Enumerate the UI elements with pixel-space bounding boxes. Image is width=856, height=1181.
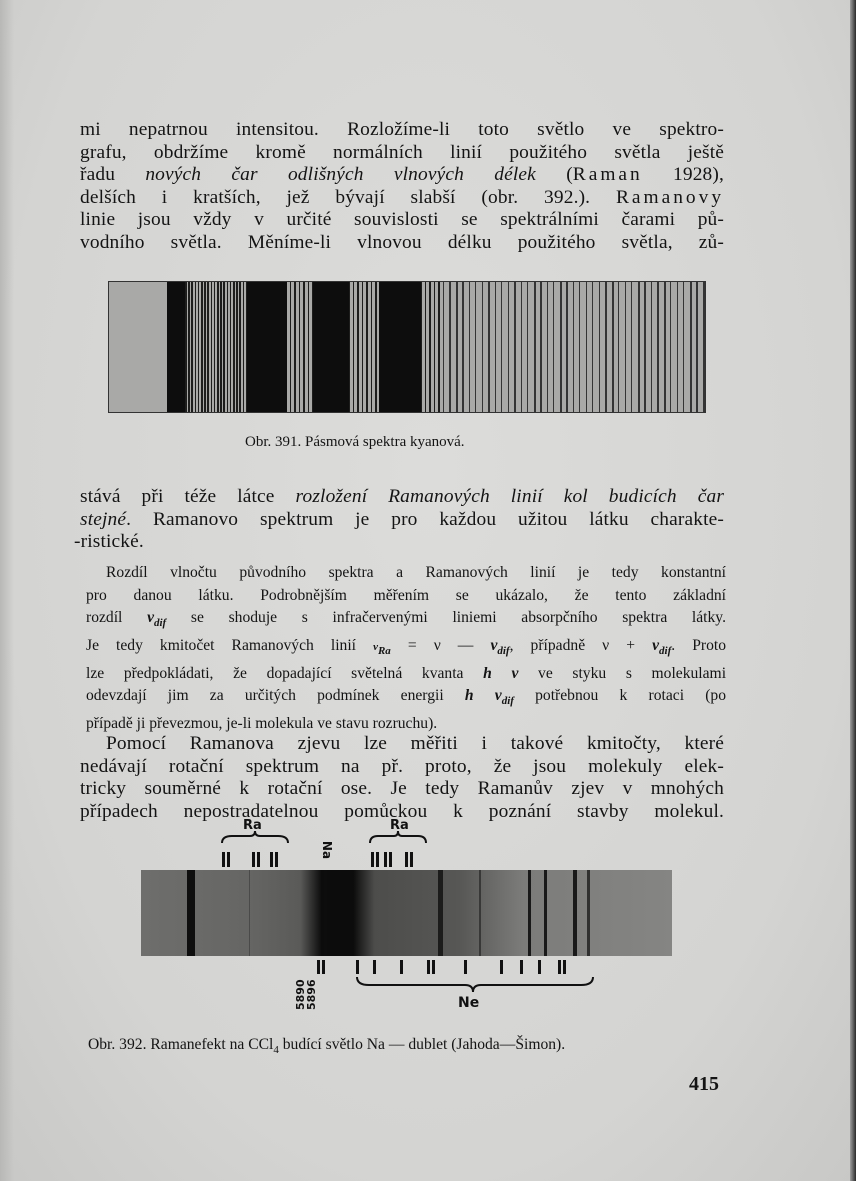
- spectral-line: [469, 282, 470, 412]
- spectral-line: [188, 282, 190, 412]
- spectral-line: [449, 282, 451, 412]
- spectral-line: [521, 282, 522, 412]
- spectral-line: [380, 282, 382, 412]
- annotation-ne: Ne: [458, 995, 480, 1011]
- spectral-line: [272, 282, 274, 412]
- figure-391-band-spectrum: [108, 281, 706, 413]
- spectral-line: [393, 282, 395, 412]
- spectral-line: [317, 282, 319, 412]
- spectral-line: [501, 282, 502, 412]
- spectral-line: [324, 870, 327, 956]
- spectral-line: [670, 282, 671, 412]
- spectral-line: [321, 282, 323, 412]
- spectral-line: [495, 282, 496, 412]
- spectral-line: [644, 282, 646, 412]
- text-line: Rozdíl vlnočtu původního spektra a Ramanových linií je tedy konstantní: [106, 564, 726, 581]
- spectral-line: [187, 870, 195, 956]
- formula-h-nu: h ν: [483, 664, 519, 682]
- spectral-line: [246, 282, 248, 412]
- spectral-line: [625, 282, 626, 412]
- spectral-line: [217, 282, 219, 412]
- annotation-ra-left: Ra: [243, 818, 262, 833]
- spectral-line: [330, 282, 332, 412]
- text-line: pro danou látku. Podrobnějším měřením se ukázalo, že tento základní: [86, 586, 726, 604]
- spectral-line: [249, 282, 251, 412]
- spectral-line: [312, 282, 314, 412]
- page-number: 415: [689, 1073, 719, 1095]
- spectral-line: [560, 282, 562, 412]
- spectral-line: [696, 282, 698, 412]
- spectral-line: [185, 282, 187, 412]
- spectral-line: [651, 282, 652, 412]
- emphasis-text: nových čar odlišných vlnových délek: [145, 164, 536, 186]
- spectral-line: [353, 282, 355, 412]
- spectral-line: [540, 282, 542, 412]
- paragraph-raman-intro: [80, 119, 724, 255]
- spectral-line: [227, 282, 229, 412]
- spectral-band: [167, 282, 185, 412]
- spectral-line: [586, 282, 587, 412]
- spectral-line: [703, 282, 705, 412]
- spectral-line: [230, 282, 232, 412]
- spectral-line: [479, 870, 481, 956]
- spectral-line: [204, 282, 206, 412]
- spectral-line: [443, 282, 444, 412]
- paragraph-frequency-difference: [86, 562, 726, 735]
- spectral-line: [638, 282, 640, 412]
- spectral-line: [243, 282, 245, 412]
- spectral-line: [618, 282, 619, 412]
- spectral-line: [438, 870, 443, 956]
- paragraph-raman-lines: [74, 486, 725, 554]
- emphasis-text: stejné: [80, 508, 127, 530]
- spectral-line: [249, 870, 250, 956]
- spectral-line: [599, 282, 600, 412]
- spectral-line: [233, 282, 235, 412]
- figure-392-raman-spectrum: [141, 870, 672, 956]
- spectral-line: [508, 282, 509, 412]
- spectral-line: [371, 282, 373, 412]
- spectral-line: [566, 282, 568, 412]
- spectral-line: [299, 282, 301, 412]
- spectral-line: [475, 282, 476, 412]
- spectral-line: [384, 282, 386, 412]
- spectral-line: [592, 282, 593, 412]
- spectral-line: [690, 282, 692, 412]
- spectral-line: [195, 282, 197, 412]
- spectral-line: [239, 282, 241, 412]
- spectral-line: [657, 282, 659, 412]
- paragraph-raman-applications: [80, 733, 724, 823]
- brace-ra-left: [220, 830, 290, 844]
- spectral-line: [553, 282, 554, 412]
- text-line: nedávají rotační spektrum na př. proto, že jsou molekuly elek-: [80, 755, 724, 777]
- spectral-line: [263, 282, 265, 412]
- emphasis-text: rozložení Ramanových linií kol budicích: [295, 486, 677, 507]
- spectral-line: [527, 282, 528, 412]
- figure-391-caption: Obr. 391. Pásmová spektra kyanová.: [245, 434, 465, 450]
- spectral-line: [303, 282, 305, 412]
- spectral-line: [482, 282, 483, 412]
- spectral-line: [407, 282, 409, 412]
- text-line: stává při téže látce rozložení Ramanových linií kol budicích čar: [80, 486, 725, 507]
- spectral-line: [214, 282, 216, 412]
- spectral-line: [211, 282, 213, 412]
- spectral-line: [201, 282, 203, 412]
- text-line: tricky souměrné k rotační ose. Je tedy Ramanův zjev v mnohých: [80, 778, 724, 800]
- spectral-line: [420, 282, 422, 412]
- spectral-line: [285, 282, 287, 412]
- spectral-line: [254, 282, 256, 412]
- annotation-na: Na: [320, 840, 335, 860]
- spectral-line: [664, 282, 666, 412]
- spectral-line: [605, 282, 607, 412]
- spectral-line: [683, 282, 684, 412]
- page-edge: [850, 0, 856, 1181]
- spectral-line: [544, 870, 547, 956]
- spectral-line: [573, 870, 577, 956]
- spectral-line: [434, 282, 436, 412]
- text-line: grafu, obdržíme kromě normálních linií použitého světla ještě: [80, 141, 724, 163]
- spectral-line: [191, 282, 193, 412]
- text-line: lze předpokládati, že dopadající světelná kvanta h ν ve styku s molekulami: [86, 664, 727, 682]
- text-line: Pomocí Ramanova zjevu lze měřiti i takové kmitočty, které: [106, 733, 724, 754]
- binding-shadow: [0, 0, 14, 1181]
- spectral-line: [579, 282, 580, 412]
- spectral-line: [547, 282, 548, 412]
- spectral-line: [462, 282, 464, 412]
- text-line: řadu nových čar odlišných vlnových délek (Raman 1928),: [80, 164, 724, 186]
- spectral-line: [456, 282, 458, 412]
- spectral-line: [375, 282, 377, 412]
- text-line: Je tedy kmitočet Ramanových linií $\nu_{Ra} = \nu$ — $\nu_{dif}$, případně $\nu + \nu_{dif}$. Proto: [86, 636, 727, 657]
- annotation-ra-right: Ra: [390, 818, 409, 833]
- text-line: -ristické.: [74, 531, 144, 553]
- spectral-line: [514, 282, 516, 412]
- spectral-line: [344, 282, 346, 412]
- text-line: stejné. Ramanovo spektrum je pro každou užitou látku charakte-: [80, 508, 724, 530]
- spectral-line: [348, 282, 350, 412]
- text-line: případech nepostradatelnou pomůckou k poznání stavby molekul.: [80, 800, 724, 822]
- spectral-line: [425, 282, 427, 412]
- spectral-line: [402, 282, 404, 412]
- spectral-line: [677, 282, 678, 412]
- spectral-line: [357, 282, 359, 412]
- spectral-line: [223, 282, 225, 412]
- spectral-line: [631, 282, 632, 412]
- spectral-line: [339, 282, 341, 412]
- spectral-line: [326, 282, 328, 412]
- spectral-line: [534, 282, 536, 412]
- text-line: mi nepatrnou intensitou. Rozložíme-li toto světlo ve spektro-: [80, 119, 724, 140]
- formula-raman-frequency: $\nu_{Ra} = \nu$ — $\nu_{dif}$, případně $\nu + \nu_{dif}$: [373, 636, 672, 657]
- brace-ne: [355, 975, 595, 993]
- spectral-line: [335, 282, 337, 412]
- formula-h-nu-dif: h $\nu_{dif}$: [464, 687, 514, 708]
- text-line: případě ji převezmou, je-li molekula ve stavu rozruchu).: [86, 714, 438, 732]
- spectral-line: [366, 282, 368, 412]
- text-line: vodního světla. Měníme-li vlnovou délku použitého světla, zů-: [80, 231, 724, 253]
- spectral-line: [587, 870, 590, 956]
- figure-392-caption: Obr. 392. Ramanefekt na CCl$_4$ budící světlo Na — dublet (Jahoda—Šimon).: [88, 1036, 566, 1057]
- spectral-line: [294, 282, 296, 412]
- brace-ra-right: [368, 830, 428, 844]
- spectral-line: [258, 282, 260, 412]
- spectral-line: [220, 282, 222, 412]
- spectral-line: [416, 282, 418, 412]
- spectral-line: [528, 870, 531, 956]
- spectral-line: [398, 282, 400, 412]
- spectral-line: [267, 282, 269, 412]
- spectral-line: [207, 282, 209, 412]
- spectral-line: [411, 282, 413, 412]
- spectral-line: [276, 282, 278, 412]
- text-line: rozdíl $\nu_{dif}$ se shoduje s infračervenými liniemi absorpčního spektra látky.: [86, 609, 726, 630]
- spectral-line: [290, 282, 292, 412]
- spectral-line: [362, 282, 364, 412]
- spectral-line: [236, 282, 238, 412]
- spectral-line: [488, 282, 490, 412]
- spectral-line: [308, 282, 310, 412]
- spectral-line: [281, 282, 283, 412]
- spectral-line: [573, 282, 574, 412]
- spectral-line: [429, 282, 431, 412]
- spectral-line: [438, 282, 440, 412]
- text-line: odevzdají jim za určitých podmínek energii h $\nu_{dif}$ potřebnou k rotaci (po: [86, 687, 727, 708]
- formula-nu-dif: $\nu_{dif}$: [147, 609, 167, 630]
- text-line: delších i kratších, jež bývají slabší (obr. 392.). Ramanovy: [80, 186, 725, 208]
- spectral-line: [389, 282, 391, 412]
- spectral-line: [612, 282, 614, 412]
- text-line: linie jsou vždy v určité souvislosti se spektrálními čarami pů-: [80, 209, 724, 231]
- spectral-line: [198, 282, 200, 412]
